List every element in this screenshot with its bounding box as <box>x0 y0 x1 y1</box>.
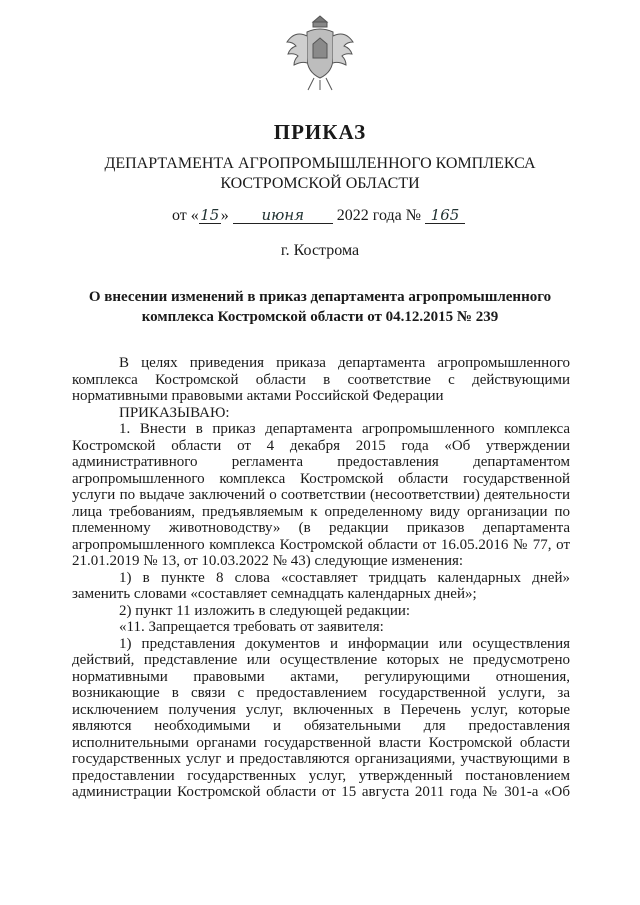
subitem-2-paragraph: 2) пункт 11 изложить в следующей редакции: <box>119 602 411 619</box>
order-subject <box>0 287 640 327</box>
order-day: 15 <box>200 206 220 224</box>
item-1-paragraph: 1. Внести в приказ департамента агропромышленного комплекса Костромской области от 4 декабря 2015 года «Об утверждении административного регламента предоставления департаментом агропромышленного комплекса Костромской области государственной услуги по выдаче заключений о соответствии (несоответствии) деятельности лица требованиям, предъявляемым к определенному виду организации по племенному животноводству» (в редакции приказов департамента агропромышленного комплекса Костромской области от 16.05.2016 № 77, от 21.01.2019 № 13, от 10.03.2022 № 43) следующие изменения: <box>72 421 570 569</box>
order-number: 165 <box>425 208 465 224</box>
date-prefix: от « <box>172 207 199 224</box>
order-body <box>72 355 570 801</box>
department-name-line1: ДЕПАРТАМЕНТА АГРОПРОМЫШЛЕННОГО КОМПЛЕКСА <box>104 155 536 172</box>
subject-line1: О внесении изменений в приказ департамента агропромышленного <box>88 289 552 305</box>
date-year: 2022 года № <box>336 207 421 224</box>
order-date-line <box>172 207 465 225</box>
document-title: ПРИКАЗ <box>273 120 367 144</box>
subject-line2: комплекса Костромской области от 04.12.2015 № 239 <box>141 309 499 325</box>
coat-of-arms-emblem <box>284 14 356 92</box>
order-word: ПРИКАЗЫВАЮ: <box>119 404 230 421</box>
quoted-point-11-item-1: 1) представления документов и информации или осуществления действий, представление или осуществление которых не предусмотрено нормативными правовыми актами, регулирующими отношения, возникающие в связи с предоставлением государственной услуги, за исключением получения услуг, включенных в Перечень услуг, которые являются необходимыми и обязательными для предоставления исполнительными органами государственной власти Костромской области государственных услуг и предоставляются организациями, участвующими в предоставлении государственных услуг, утвержденный постановлением администрации Костромской области от 15 августа 2011 года № 301-а «Об <box>72 635 570 800</box>
date-mid: » <box>220 207 229 224</box>
department-name-line2: КОСТРОМСКОЙ ОБЛАСТИ <box>220 175 420 192</box>
subitem-1-paragraph: 1) в пункте 8 слова «составляет тридцать календарных дней» заменить словами «составляет семнадцать календарных дней»; <box>72 569 570 602</box>
preamble-paragraph: В целях приведения приказа департамента агропромышленного комплекса Костромской области в соответствие с действующими нормативными правовыми актами Российской Федерации <box>72 355 570 404</box>
order-month: июня <box>233 208 333 224</box>
city: г. Кострома <box>280 242 360 259</box>
quoted-point-11: «11. Запрещается требовать от заявителя: <box>119 619 384 635</box>
